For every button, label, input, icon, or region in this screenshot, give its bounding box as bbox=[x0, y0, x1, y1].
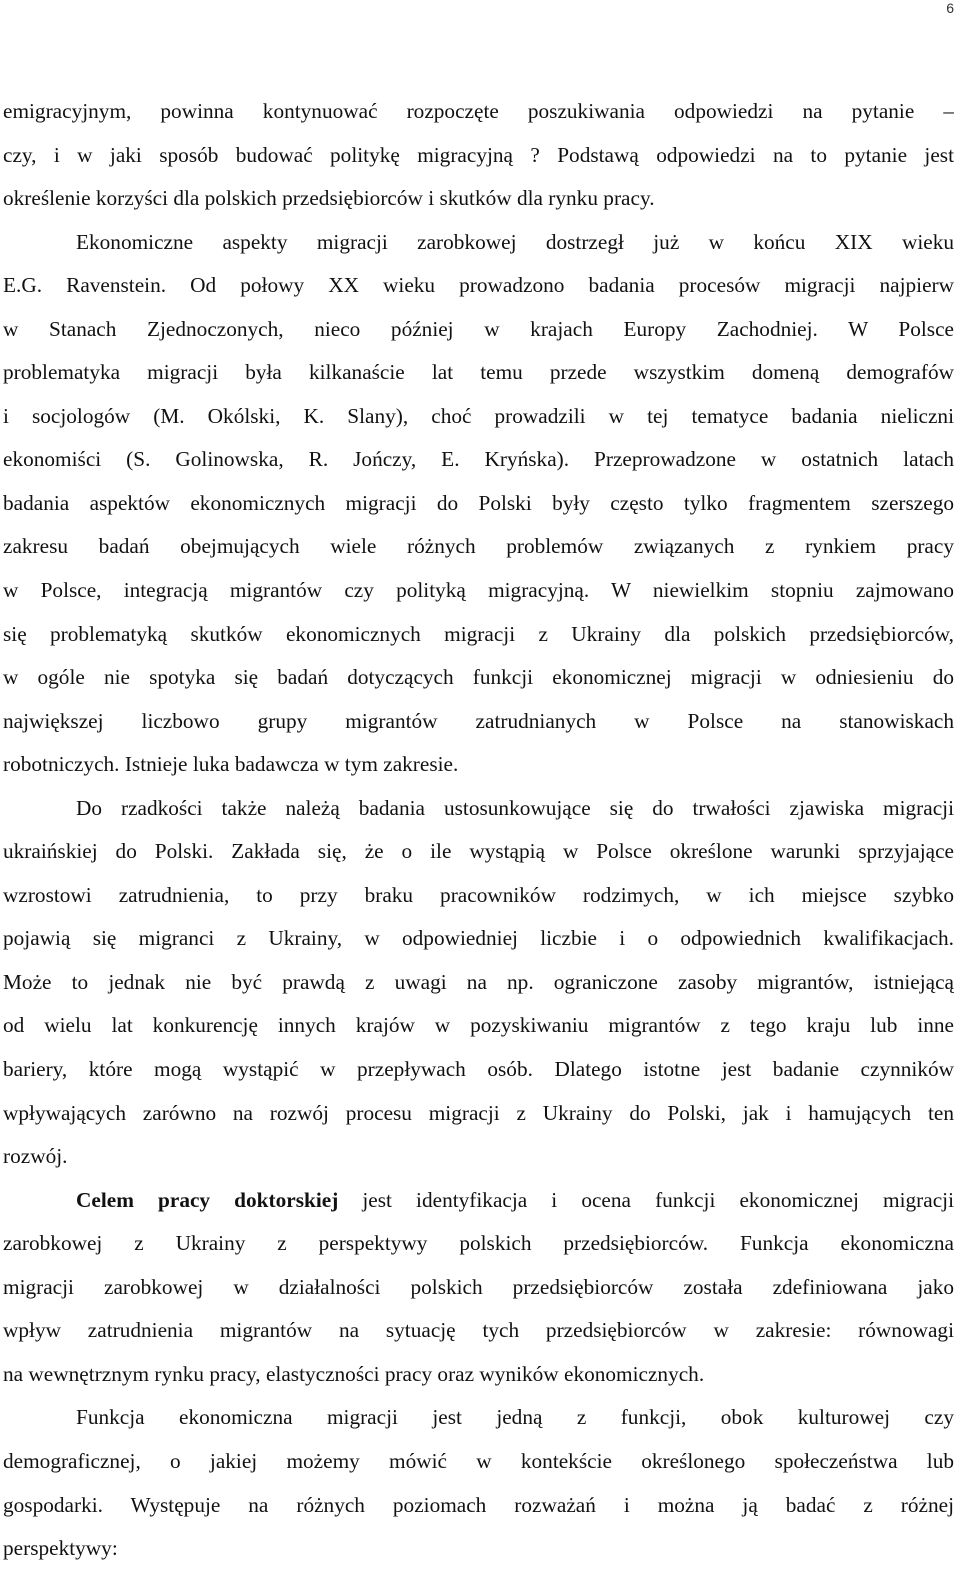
text-line: określenie korzyści dla polskich przedsiębiorców i skutków dla rynku pracy. bbox=[3, 186, 655, 211]
paragraph bbox=[3, 787, 954, 1179]
text-line: bariery, które mogą wystąpić w przepływach osób. Dlatego istotne jest badanie czynników bbox=[3, 1057, 954, 1082]
page-number: 6 bbox=[946, 0, 954, 16]
text-line: emigracyjnym, powinna kontynuować rozpoczęte poszukiwania odpowiedzi na pytanie – bbox=[3, 99, 954, 123]
text-line: i socjologów (M. Okólski, K. Slany), choć prowadzili w tej tematyce badania nieliczni bbox=[3, 403, 954, 428]
paragraph bbox=[3, 1396, 954, 1570]
text-line: zakresu badań obejmujących wiele różnych problemów związanych z rynkiem pracy bbox=[3, 534, 954, 559]
text-line: się problematyką skutków ekonomicznych migracji z Ukrainy dla polskich przedsiębiorców, bbox=[3, 621, 954, 646]
text-line: Ekonomiczne aspekty migracji zarobkowej dostrzegł już w końcu XIX wieku bbox=[76, 229, 954, 254]
text-line: w ogóle nie spotyka się badań dotyczących funkcji ekonomicznej migracji w odniesieniu do bbox=[3, 665, 954, 690]
text-line: wpływ zatrudnienia migrantów na sytuację tych przedsiębiorców w zakresie: równowagi bbox=[3, 1318, 954, 1343]
text-line: demograficznej, o jakiej możemy mówić w kontekście określonego społeczeństwa lub bbox=[3, 1448, 954, 1473]
text-line: gospodarki. Występuje na różnych poziomach rozważań i można ją badać z różnej bbox=[3, 1492, 954, 1517]
paragraph bbox=[3, 1179, 954, 1397]
text-line: Do rzadkości także należą badania ustosunkowujące się do trwałości zjawiska migracji bbox=[76, 795, 954, 820]
text-line: czy, i w jaki sposób budować politykę migracyjną ? Podstawą odpowiedzi na to pytanie jest bbox=[3, 142, 954, 167]
text-line: badania aspektów ekonomicznych migracji do Polski były często tylko fragmentem szerszego bbox=[3, 490, 954, 515]
text-line: rozwój. bbox=[3, 1144, 68, 1169]
text-line: w Stanach Zjednoczonych, nieco później w krajach Europy Zachodniej. W Polsce bbox=[3, 316, 954, 341]
bold-lead: Celem pracy doktorskiej bbox=[76, 1187, 339, 1212]
text-line: ekonomiści (S. Golinowska, R. Jończy, E. Kryńska). Przeprowadzone w ostatnich latach bbox=[3, 447, 954, 472]
text-line bbox=[3, 1179, 954, 1223]
text-line: zarobkowej z Ukrainy z perspektywy polskich przedsiębiorców. Funkcja ekonomiczna bbox=[3, 1231, 954, 1256]
paragraph bbox=[3, 90, 954, 221]
text-line: w Polsce, integracją migrantów czy polityką migracyjną. W niewielkim stopniu zajmowano bbox=[3, 578, 954, 603]
text-line: migracji zarobkowej w działalności polskich przedsiębiorców została zdefiniowana jako bbox=[3, 1274, 954, 1299]
text-line: Funkcja ekonomiczna migracji jest jedną z funkcji, obok kulturowej czy bbox=[76, 1405, 954, 1430]
text-line: problematyka migracji była kilkanaście lat temu przede wszystkim domeną demografów bbox=[3, 360, 954, 385]
text-line: ukraińskiej do Polski. Zakłada się, że o ile wystąpią w Polsce określone warunki sprzyjające bbox=[3, 839, 954, 864]
text-line: perspektywy: bbox=[3, 1536, 118, 1561]
text-segment: jest identyfikacja i ocena funkcji ekonomicznej migracji bbox=[338, 1187, 954, 1212]
text-line: Może to jednak nie być prawdą z uwagi na np. ograniczone zasoby migrantów, istniejącą bbox=[3, 969, 954, 994]
text-line: wzrostowi zatrudnienia, to przy braku pracowników rodzimych, w ich miejsce szybko bbox=[3, 882, 954, 907]
text-line: pojawią się migranci z Ukrainy, w odpowiedniej liczbie i o odpowiednich kwalifikacjach. bbox=[3, 926, 954, 951]
paragraph bbox=[3, 221, 954, 787]
text-line: na wewnętrznym rynku pracy, elastyczności pracy oraz wyników ekonomicznych. bbox=[3, 1361, 705, 1386]
text-line: wpływających zarówno na rozwój procesu migracji z Ukrainy do Polski, jak i hamujących ten bbox=[3, 1100, 954, 1125]
text-line: E.G. Ravenstein. Od połowy XX wieku prowadzono badania procesów migracji najpierw bbox=[3, 273, 954, 298]
text-line: robotniczych. Istnieje luka badawcza w tym zakresie. bbox=[3, 752, 459, 777]
text-line: od wielu lat konkurencję innych krajów w pozyskiwaniu migrantów z tego kraju lub inne bbox=[3, 1013, 954, 1038]
document-body bbox=[3, 90, 954, 1571]
text-line: największej liczbowo grupy migrantów zatrudnianych w Polsce na stanowiskach bbox=[3, 708, 954, 733]
